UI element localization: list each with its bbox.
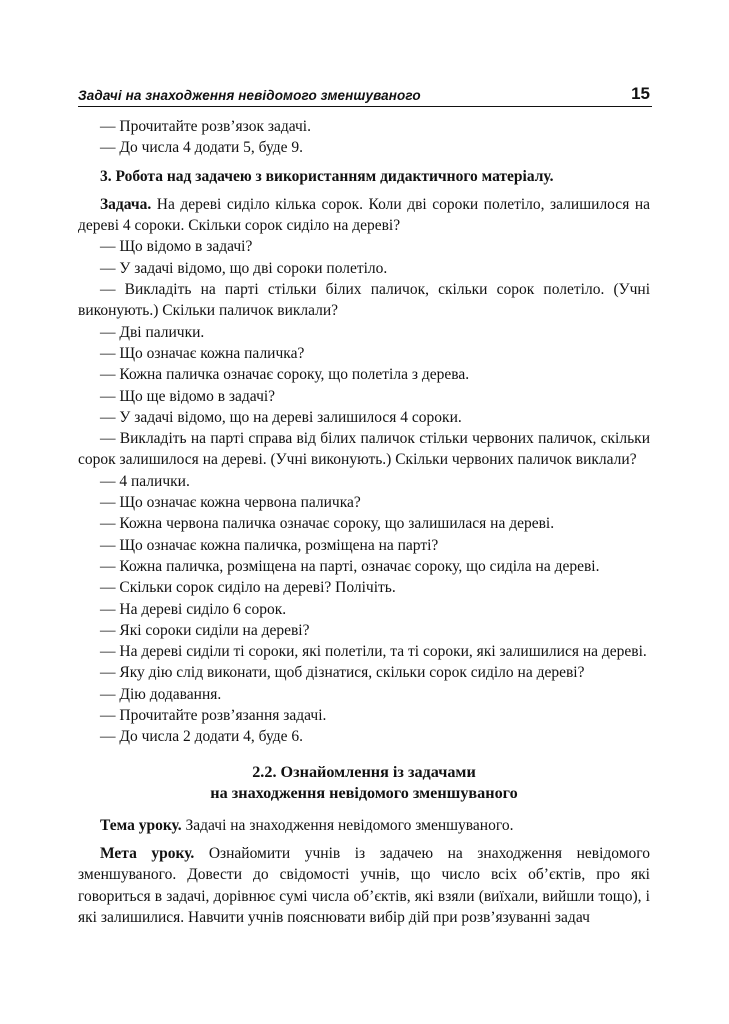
- dialogue-line: — У задачі відомо, що на дереві залишилося 4 сороки.: [100, 408, 462, 426]
- dialogue-line: — Дві палички.: [100, 323, 205, 341]
- lesson-topic-label: Тема уроку.: [100, 816, 182, 834]
- dialogue-line: — Прочитайте розв’язання задачі.: [100, 707, 327, 725]
- section-3-heading: 3. Робота над задачею з використанням дидактичного матеріалу.: [100, 167, 554, 185]
- dialogue-line: — Що означає кожна червона паличка?: [100, 494, 361, 512]
- dialogue-line: — Що означає кожна паличка?: [100, 344, 305, 362]
- dialogue-line: — Прочитайте розв’язок задачі.: [100, 118, 311, 135]
- dialogue-line: — Яку дію слід виконати, щоб дізнатися, скільки сорок сиділо на дереві?: [100, 664, 585, 682]
- section-heading-line-2: на знаходження невідомого зменшуваного: [210, 783, 518, 802]
- running-header: [78, 82, 652, 107]
- dialogue-line: — Які сороки сиділи на дереві?: [100, 621, 310, 639]
- dialogue-line: — На дереві сиділо 6 сорок.: [100, 600, 287, 618]
- dialogue-line: — Кожна паличка означає сороку, що полетіла з дерева.: [100, 366, 470, 384]
- dialogue-line: — Що означає кожна паличка, розміщена на парті?: [100, 536, 439, 554]
- dialogue-line: — Скільки сорок сиділо на дереві? Полічіть.: [100, 579, 396, 597]
- task-text: На дереві сиділо кілька сорок. Коли дві сороки полетіло, залишилося на дереві 4 сороки. Скільки сорок сиділо на дереві?: [78, 195, 650, 235]
- dialogue-line: — На дереві сиділи ті сороки, які полетіли, та ті сороки, які залишилися на дереві.: [100, 643, 647, 661]
- page-body: [78, 116, 650, 928]
- dialogue-line: — Викладіть на парті стільки білих паличок, скільки сорок полетіло. (Учні виконують.) Скільки паличок виклали?: [78, 281, 650, 320]
- dialogue-line: — Кожна паличка, розміщена на парті, означає сороку, що сиділа на дереві.: [100, 557, 600, 575]
- page-number: 15: [631, 84, 650, 103]
- lesson-goal-text: Ознайомити учнів із задачею на знаходження невідомого зменшуваного. Довести до свідомості учнів, що число всіх об’єктів, про які говориться в задачі, дорівнює сумі числа об’єктів, які взяли (виїхали, вийшли тощо), і які залишилися. Навчити учнів пояснювати вибір дій при розв’язуванні задач: [78, 844, 651, 926]
- lesson-topic-text: Задачі на знаходження невідомого зменшуваного.: [181, 816, 514, 834]
- dialogue-line: — Що ще відомо в задачі?: [100, 387, 276, 405]
- lesson-goal-label: Мета уроку.: [100, 844, 195, 862]
- task-paragraph: [78, 194, 650, 237]
- dialogue-line: — До числа 4 додати 5, буде 9.: [100, 139, 303, 157]
- lesson-topic: [78, 815, 650, 836]
- dialogue-line: — Що відомо в задачі?: [100, 238, 253, 256]
- dialogue-line: — Викладіть на парті справа від білих паличок стільки червоних паличок, скільки сорок залишилося на дереві. (Учні виконують.) Скільки червоних паличок виклали?: [78, 430, 650, 469]
- section-heading-line-1: 2.2. Ознайомлення із задачами: [252, 762, 476, 781]
- dialogue-line: — До числа 2 додати 4, буде 6.: [100, 728, 303, 746]
- section-2-2-heading: [78, 762, 650, 804]
- running-header-title: Задачі на знаходження невідомого зменшуваного: [78, 88, 421, 103]
- dialogue-line: — Кожна червона паличка означає сороку, що залишилася на дереві.: [100, 515, 555, 533]
- lesson-goal: [78, 843, 650, 928]
- task-label: Задача.: [100, 195, 152, 213]
- dialogue-line: — Дію додавання.: [100, 685, 222, 703]
- dialogue-line: — 4 палички.: [100, 472, 190, 490]
- dialogue-line: — У задачі відомо, що дві сороки полетіло.: [100, 259, 388, 277]
